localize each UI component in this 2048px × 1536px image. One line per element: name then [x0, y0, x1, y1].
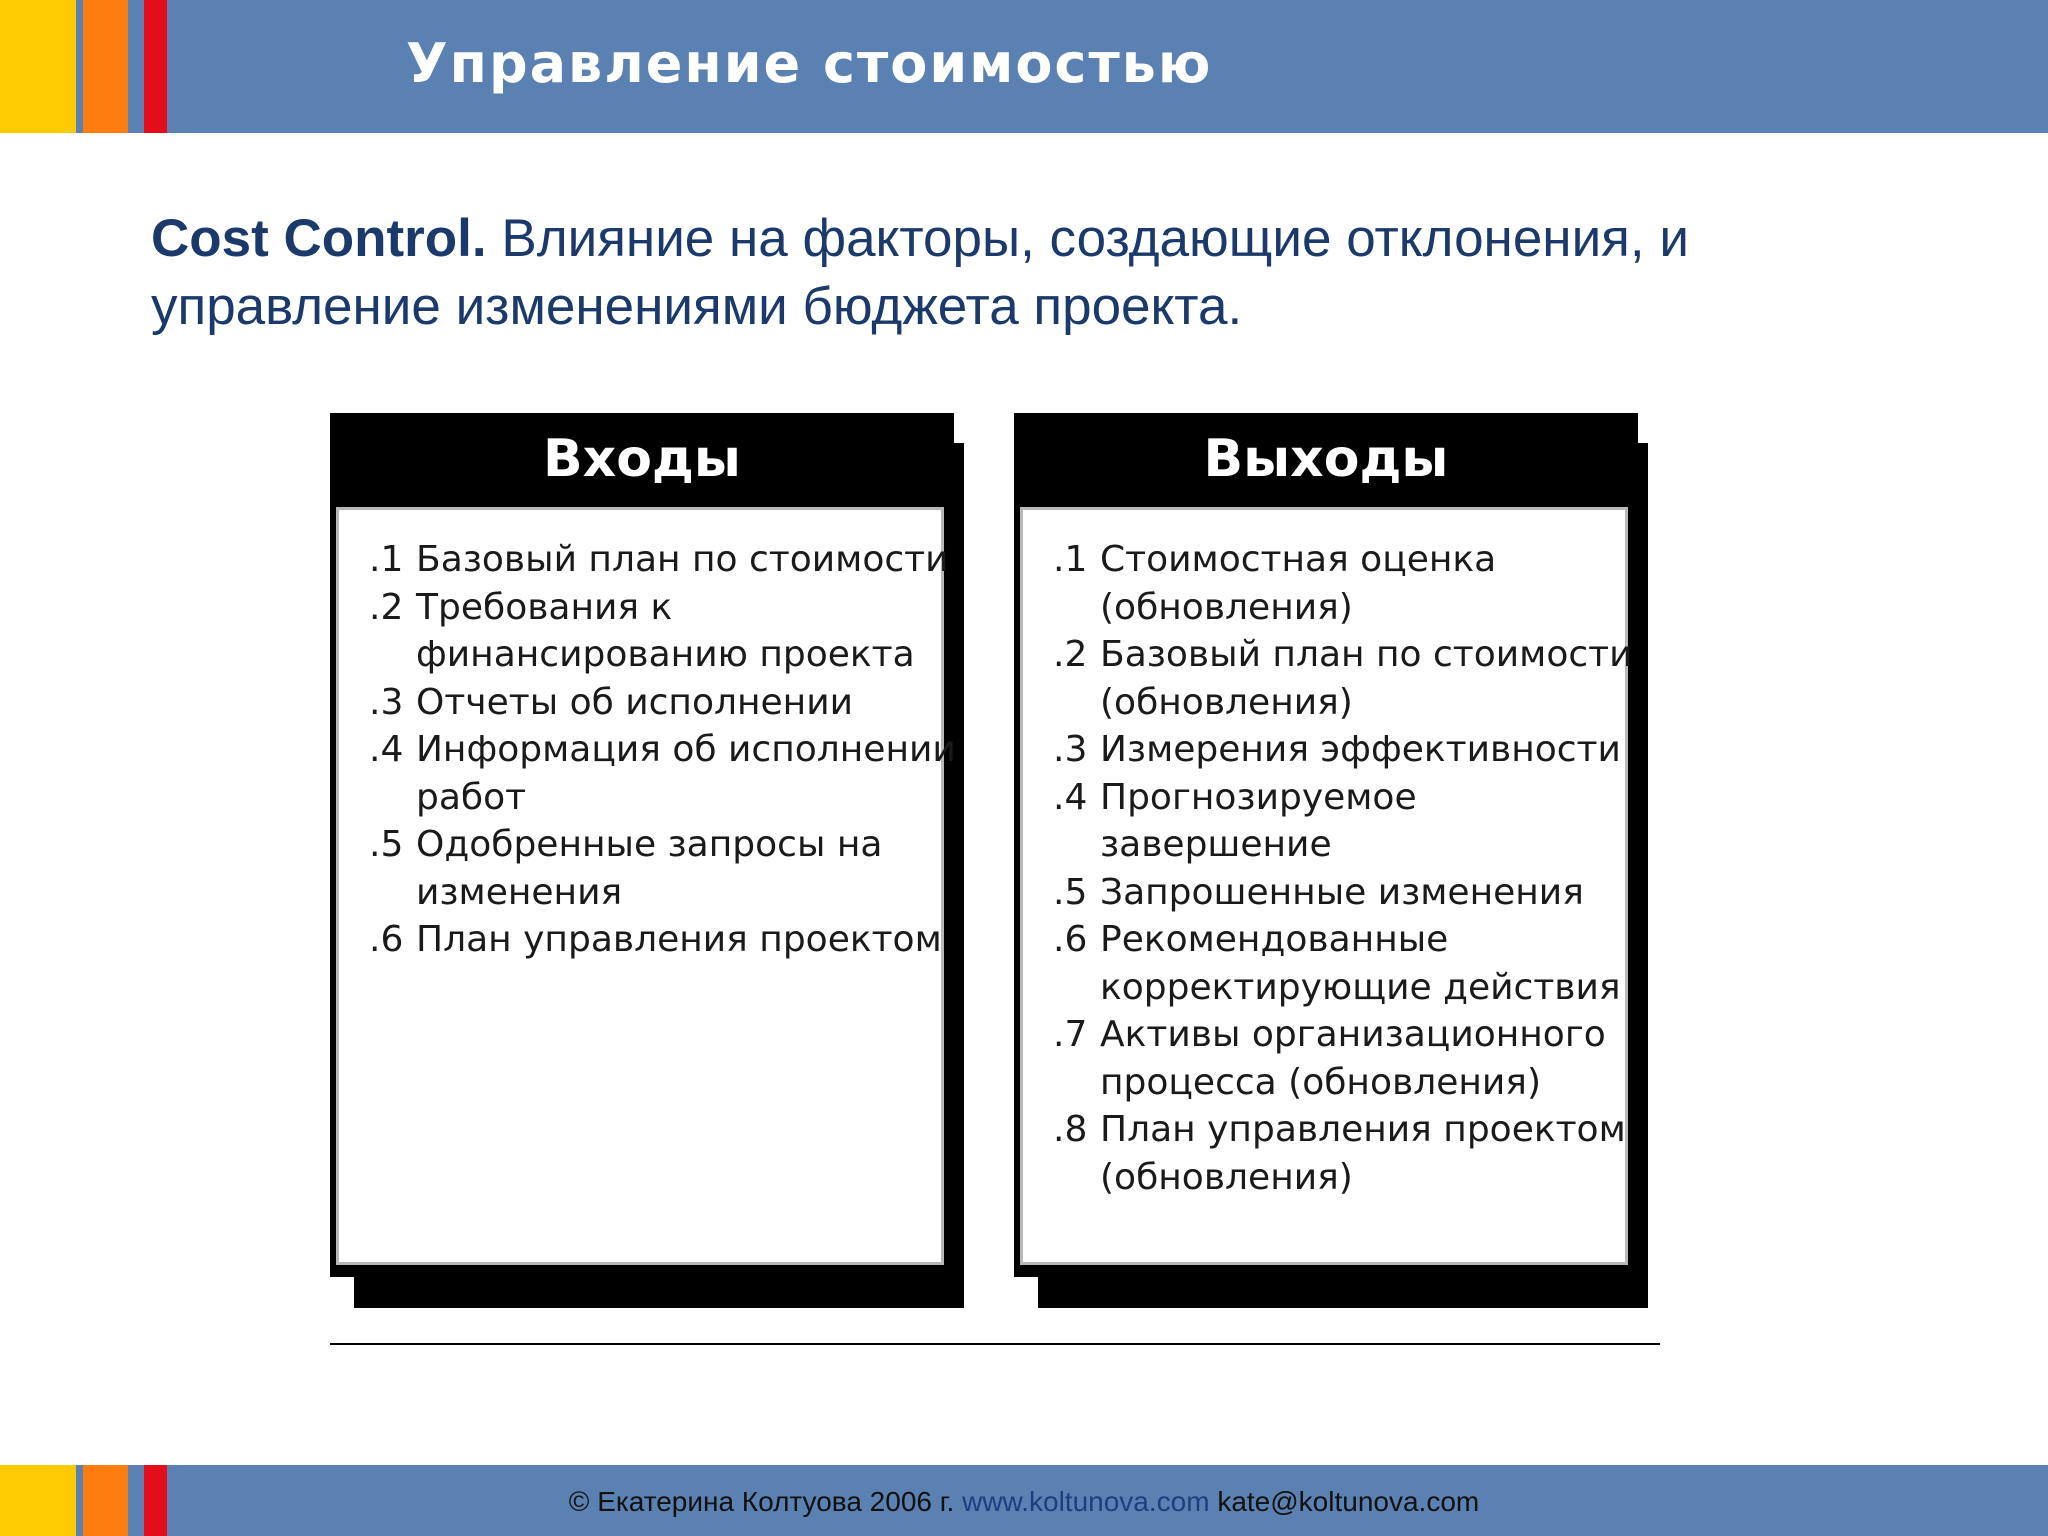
- outputs-title: Выходы: [1203, 429, 1449, 489]
- list-item: [1053, 1011, 1633, 1106]
- footer-text: [0, 1486, 2048, 1518]
- list-item: [1053, 916, 1633, 1011]
- item-number: .6: [1053, 919, 1088, 960]
- inputs-body: [336, 507, 956, 1265]
- outputs-box-frame: [1014, 413, 1638, 1277]
- outputs-box: [1014, 413, 1648, 1308]
- inputs-box: [330, 413, 964, 1308]
- item-text-line: работ: [416, 776, 527, 818]
- item-text-line: корректирующие действия: [1100, 966, 1621, 1008]
- list-item: [369, 916, 956, 964]
- list-item: [1053, 869, 1633, 917]
- accent-stripe-orange: [83, 0, 128, 133]
- item-number: .1: [369, 539, 404, 580]
- slide-subtitle: [151, 205, 1971, 341]
- item-text-line: (обновления): [1100, 586, 1353, 628]
- subtitle-line-2: управление изменениями бюджета проекта.: [151, 277, 1243, 336]
- list-item: [369, 821, 956, 916]
- item-text-line: Отчеты об исполнении: [416, 681, 854, 723]
- list-item: [369, 679, 956, 727]
- item-text-line: изменения: [416, 871, 623, 913]
- subtitle-term: Cost Control.: [151, 209, 487, 268]
- accent-stripe-yellow: [0, 0, 76, 133]
- list-item: [1053, 536, 1633, 631]
- list-item: [1053, 1106, 1633, 1201]
- item-number: .7: [1053, 1014, 1088, 1055]
- item-text-line: Активы организационного: [1100, 1014, 1606, 1055]
- item-number: .6: [369, 919, 404, 960]
- item-text-line: завершение: [1100, 824, 1332, 865]
- inputs-box-frame: [330, 413, 954, 1277]
- item-number: .3: [1053, 729, 1088, 770]
- item-text-line: финансированию проекта: [416, 634, 915, 675]
- inputs-list: [369, 536, 956, 964]
- item-text-line: План управления проектом: [1100, 1109, 1626, 1150]
- item-text-line: Одобренные запросы на: [416, 824, 883, 865]
- accent-stripe-red: [144, 0, 167, 133]
- inputs-title: Входы: [543, 429, 741, 489]
- header-bar: [0, 0, 2048, 133]
- list-item: [369, 584, 956, 679]
- list-item: [369, 536, 956, 584]
- list-item: [1053, 726, 1633, 774]
- item-number: .2: [369, 586, 404, 628]
- item-number: .8: [1053, 1109, 1088, 1150]
- item-text-line: (обновления): [1100, 681, 1353, 723]
- list-item: [369, 726, 956, 821]
- item-number: .4: [1053, 776, 1088, 818]
- item-text-line: Базовый план по стоимости: [1100, 634, 1633, 675]
- list-item: [1053, 631, 1633, 726]
- item-text-line: Требования к: [416, 586, 673, 628]
- item-text-line: (обновления): [1100, 1156, 1353, 1198]
- item-text-line: Стоимостная оценка: [1100, 539, 1497, 580]
- footer-website-link[interactable]: www.koltunova.com: [962, 1486, 1210, 1517]
- item-number: .2: [1053, 634, 1088, 675]
- item-text-line: Прогнозируемое: [1100, 776, 1417, 818]
- outputs-list: [1053, 536, 1633, 1201]
- footer-bar: [0, 1465, 2048, 1536]
- subtitle-line-1: Влияние на факторы, создающие отклонения, и: [486, 209, 1689, 268]
- item-number: .5: [1053, 871, 1088, 913]
- item-text-line: Запрошенные изменения: [1100, 871, 1584, 913]
- footer-email[interactable]: kate@koltunova.com: [1217, 1486, 1480, 1517]
- item-number: .1: [1053, 539, 1088, 580]
- item-number: .4: [369, 729, 404, 770]
- footer-copyright: © Екатерина Колтуова 2006 г.: [568, 1486, 955, 1517]
- item-text-line: процесса (обновления): [1100, 1061, 1541, 1103]
- item-text-line: Базовый план по стоимости: [416, 539, 949, 580]
- item-number: .3: [369, 681, 404, 723]
- item-number: .5: [369, 824, 404, 865]
- outputs-body: [1020, 507, 1633, 1265]
- diagram-baseline: [330, 1343, 1660, 1345]
- item-text-line: Рекомендованные: [1100, 919, 1449, 960]
- item-text-line: План управления проектом: [416, 919, 942, 960]
- item-text-line: Информация об исполнении: [416, 729, 956, 770]
- slide-title: Управление стоимостью: [406, 32, 1213, 95]
- list-item: [1053, 774, 1633, 869]
- item-text-line: Измерения эффективности: [1100, 729, 1621, 770]
